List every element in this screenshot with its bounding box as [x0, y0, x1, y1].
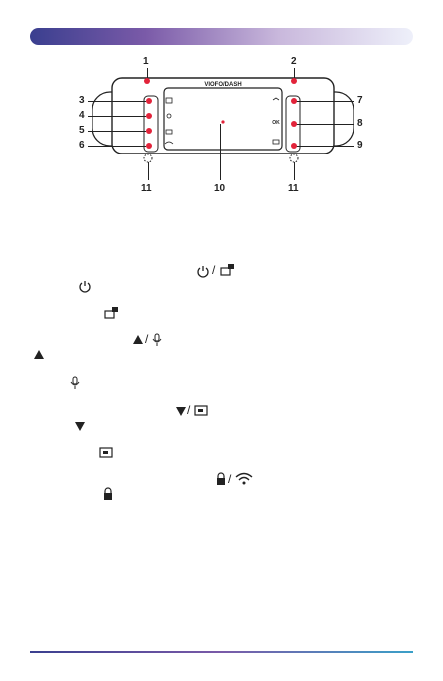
callout-10: 10 [214, 183, 226, 194]
callout-1: 1 [143, 56, 149, 67]
lock-icon [215, 472, 227, 486]
leader-7 [296, 101, 354, 102]
screen-icon [194, 405, 208, 416]
leader-10 [220, 124, 221, 180]
slash: / [212, 263, 216, 277]
microphone-icon [70, 376, 80, 390]
header-bar [30, 28, 413, 45]
dot-4 [146, 113, 152, 119]
leader-8 [296, 124, 354, 125]
mic-hole-icon [288, 152, 300, 164]
up-arrow-icon [132, 334, 144, 346]
dot-2 [291, 78, 297, 84]
leader-1 [147, 68, 148, 78]
slash: / [187, 403, 191, 417]
wifi-icon [235, 472, 253, 486]
down-arrow-icon [175, 405, 187, 417]
up-arrow-icon [33, 349, 45, 361]
callout-6: 6 [79, 140, 85, 151]
dot-9 [291, 143, 297, 149]
leader-9 [296, 146, 354, 147]
dashcam-diagram [92, 74, 354, 154]
microphone-icon [152, 333, 162, 347]
leader-5 [88, 131, 146, 132]
brand-label: VIOFO/DASH [204, 82, 242, 88]
dot-6 [146, 143, 152, 149]
power-icon [196, 264, 210, 278]
leader-6 [88, 146, 146, 147]
leader-3 [88, 101, 146, 102]
dot-3 [146, 98, 152, 104]
callout-9: 9 [357, 140, 363, 151]
leader-4 [88, 116, 146, 117]
leader-11-left [148, 162, 149, 180]
slash: / [145, 332, 149, 346]
leader-11-right [294, 162, 295, 180]
dot-7 [291, 98, 297, 104]
callout-8: 8 [357, 118, 363, 129]
bottom-rule [30, 651, 413, 653]
dot-1 [144, 78, 150, 84]
ok-label: OK [272, 120, 280, 126]
leader-2 [294, 68, 295, 78]
camera-switch-icon [220, 263, 236, 277]
dot-5 [146, 128, 152, 134]
callout-7: 7 [357, 95, 363, 106]
lock-icon [102, 487, 114, 501]
callout-11-left: 11 [141, 183, 152, 194]
dot-8 [291, 121, 297, 127]
callout-2: 2 [291, 56, 297, 67]
camera-switch-icon [104, 306, 120, 320]
power-icon [78, 279, 92, 293]
callout-4: 4 [79, 110, 85, 121]
callout-5: 5 [79, 125, 85, 136]
callout-3: 3 [79, 95, 85, 106]
mic-hole-icon [142, 152, 154, 164]
callout-11-right: 11 [288, 183, 299, 194]
slash: / [228, 472, 232, 486]
down-arrow-icon [74, 420, 86, 432]
screen-icon [99, 447, 113, 458]
